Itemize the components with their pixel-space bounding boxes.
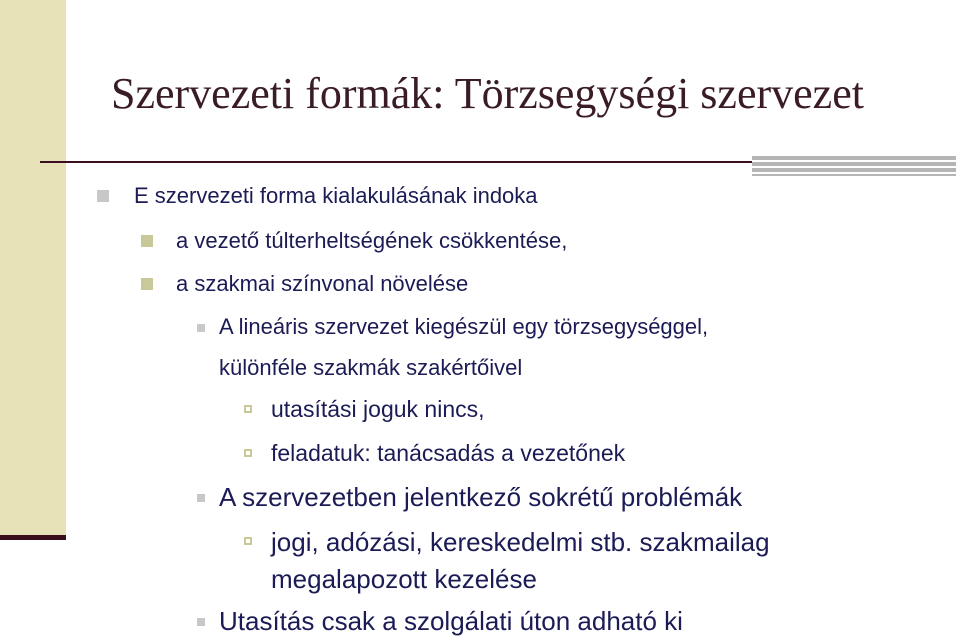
bullet-text: a vezető túlterheltségének csökkentése, [176, 228, 568, 253]
bullet-item [271, 442, 625, 465]
bullet-text-line-2: különféle szakmák szakértőivel [219, 355, 523, 380]
bullet-item [176, 273, 468, 295]
bullet-item [134, 185, 538, 207]
hollow-square-bullet-icon [244, 405, 252, 413]
square-bullet-icon [141, 235, 153, 247]
bullet-continuation [271, 566, 537, 592]
bullet-text-line-1: A lineáris szervezet kiegészül egy törzsegységgel, [219, 314, 709, 339]
decorative-side-band [0, 0, 66, 540]
small-square-bullet-icon [197, 494, 205, 502]
bullet-text-line-2: megalapozott kezelése [271, 564, 537, 594]
decorative-striped-bar [752, 156, 956, 176]
bullet-text: utasítási joguk nincs, [271, 396, 485, 422]
bullet-item [219, 608, 683, 634]
small-square-bullet-icon [197, 324, 205, 332]
bullet-item [271, 398, 485, 421]
bullet-item [219, 316, 708, 338]
bullet-text: E szervezeti forma kialakulásának indoka [134, 183, 538, 208]
square-bullet-icon [97, 190, 109, 202]
bullet-continuation [219, 357, 522, 379]
hollow-square-bullet-icon [244, 449, 252, 457]
bullet-text: Utasítás csak a szolgálati úton adható ki [219, 606, 683, 636]
decorative-side-rule [0, 535, 66, 540]
bullet-text: a szakmai színvonal növelése [176, 271, 469, 296]
bullet-item [219, 484, 742, 510]
bullet-text: feladatuk: tanácsadás a vezetőnek [271, 440, 626, 466]
bullet-text: A szervezetben jelentkező sokrétű problémák [219, 482, 743, 512]
slide-title: Szervezeti formák: Törzsegységi szervezet [111, 69, 864, 118]
small-square-bullet-icon [197, 618, 205, 626]
square-bullet-icon [141, 278, 153, 290]
bullet-text-line-1: jogi, adózási, kereskedelmi stb. szakmailag [271, 527, 770, 557]
title-underline [40, 161, 752, 163]
bullet-item [176, 230, 567, 252]
hollow-square-bullet-icon [244, 537, 252, 545]
bullet-item [271, 529, 770, 555]
